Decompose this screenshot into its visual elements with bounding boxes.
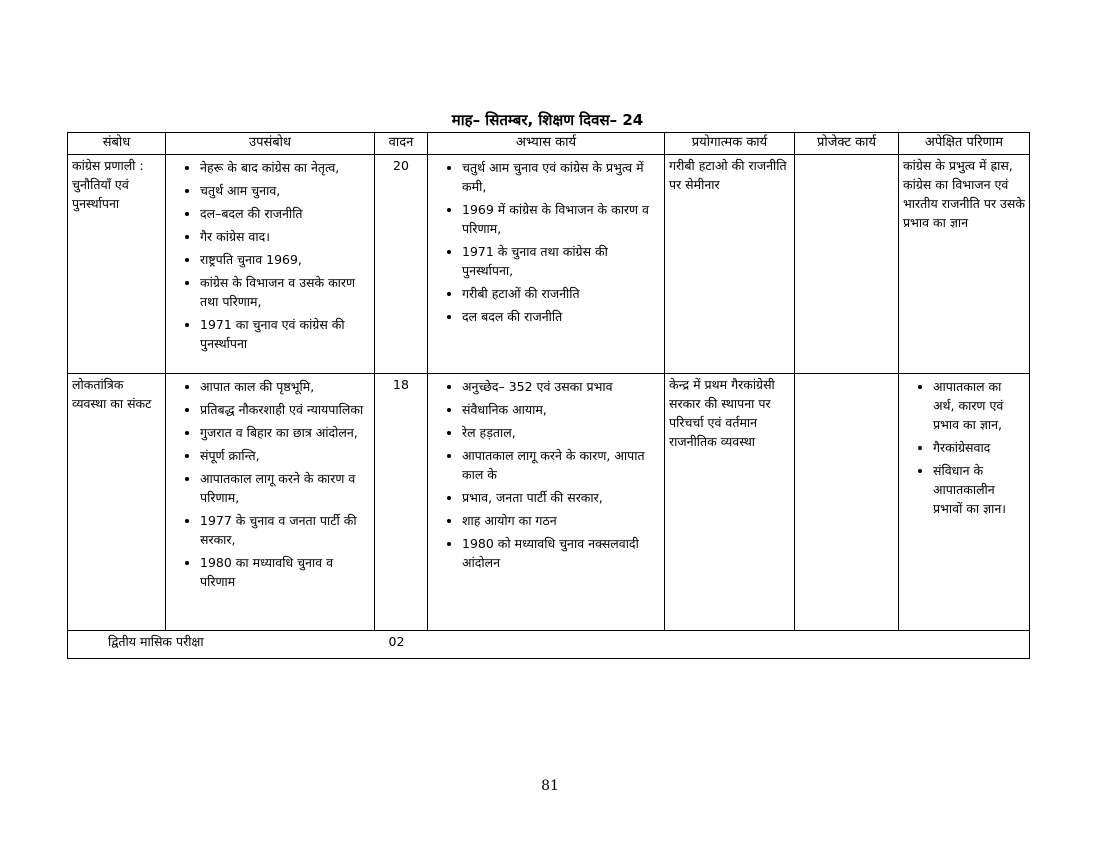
exercises-cell — [428, 155, 665, 374]
subconcept-cell — [166, 155, 375, 374]
list-item: • 1969 में कांग्रेस के विभाजन के कारण व परिणाम, — [462, 200, 660, 238]
list-item: • संपूर्ण क्रान्ति, — [200, 446, 370, 465]
list-item: • गरीबी हटाओं की राजनीति — [462, 284, 660, 303]
exam-periods: 02 — [388, 634, 405, 649]
list-item: • दल बदल की राजनीति — [462, 307, 660, 326]
list-item: • गैरकांग्रेसवाद — [933, 438, 1025, 457]
subconcept-list — [170, 377, 370, 591]
exercises-list — [432, 158, 660, 326]
practical-cell: गरीबी हटाओ की राजनीति पर सेमीनार — [665, 155, 795, 374]
list-item: • गैर कांग्रेस वाद। — [200, 227, 370, 246]
outcome-list — [903, 377, 1025, 518]
list-item: • 1977 के चुनाव व जनता पार्टी की सरकार, — [200, 511, 370, 549]
list-item: • दल–बदल की राजनीति — [200, 204, 370, 223]
list-item: • आपातकाल लागू करने के कारण व परिणाम, — [200, 469, 370, 507]
col-header-concept: संबोध — [68, 133, 166, 155]
exam-periods-cell — [375, 631, 1030, 659]
table-row — [68, 374, 1030, 631]
list-item: • अनुच्छेद– 352 एवं उसका प्रभाव — [462, 377, 660, 396]
list-item: • 1971 का चुनाव एवं कांग्रेस की पुनर्स्थापना — [200, 315, 370, 353]
exercises-cell — [428, 374, 665, 631]
col-header-periods: वादन — [375, 133, 428, 155]
col-header-project: प्रोजेक्ट कार्य — [795, 133, 899, 155]
list-item: • आपात काल की पृष्ठभूमि, — [200, 377, 370, 396]
list-item: • 1980 का मध्यावधि चुनाव व परिणाम — [200, 553, 370, 591]
outcome-cell: कांग्रेस के प्रभुत्व में ह्रास, कांग्रेस का विभाजन एवं भारतीय राजनीति पर उसके प्रभाव का ज्ञान — [899, 155, 1030, 374]
table-row — [68, 155, 1030, 374]
page-number: 81 — [541, 778, 559, 794]
col-header-subconcept: उपसंबोध — [166, 133, 375, 155]
list-item: • आपातकाल का अर्थ, कारण एवं प्रभाव का ज्ञान, — [933, 377, 1025, 434]
list-item: • राष्ट्रपति चुनाव 1969, — [200, 250, 370, 269]
subconcept-list — [170, 158, 370, 353]
exam-cell — [68, 631, 375, 659]
header-row — [68, 133, 1030, 155]
list-item: • चतुर्थ आम चुनाव, — [200, 181, 370, 200]
list-item: • शाह आयोग का गठन — [462, 511, 660, 530]
col-header-exercises: अभ्यास कार्य — [428, 133, 665, 155]
practical-cell: केन्द्र में प्रथम गैरकांग्रेसी सरकार की स्थापना पर परिचर्चा एवं वर्तमान राजनीतिक व्यवस्था — [665, 374, 795, 631]
page-heading: माह– सितम्बर, शिक्षण दिवस– 24 — [451, 111, 644, 129]
list-item: • 1971 के चुनाव तथा कांग्रेस की पुनर्स्थापना, — [462, 242, 660, 280]
project-cell — [795, 155, 899, 374]
list-item: • चतुर्थ आम चुनाव एवं कांग्रेस के प्रभुत्व में कमी, — [462, 158, 660, 196]
list-item: • संवैधानिक आयाम, — [462, 400, 660, 419]
exercises-list — [432, 377, 660, 572]
lesson-plan-table — [67, 132, 1030, 659]
list-item: • नेहरू के बाद कांग्रेस का नेतृत्व, — [200, 158, 370, 177]
list-item: • प्रतिबद्ध नौकरशाही एवं न्यायपालिका — [200, 400, 370, 419]
subconcept-cell — [166, 374, 375, 631]
exam-label: द्वितीय मासिक परीक्षा — [108, 634, 204, 649]
list-item: • प्रभाव, जनता पार्टी की सरकार, — [462, 488, 660, 507]
concept-cell: लोकतांत्रिक व्यवस्था का संकट — [68, 374, 166, 631]
outcome-cell — [899, 374, 1030, 631]
exam-row — [68, 631, 1030, 659]
list-item: • संविधान के आपातकालीन प्रभावों का ज्ञान। — [933, 461, 1025, 518]
periods-cell: 20 — [375, 155, 428, 374]
periods-cell: 18 — [375, 374, 428, 631]
list-item: • कांग्रेस के विभाजन व उसके कारण तथा परिणाम, — [200, 273, 370, 311]
col-header-outcome: अपेक्षित परिणाम — [899, 133, 1030, 155]
list-item: • गुजरात व बिहार का छात्र आंदोलन, — [200, 423, 370, 442]
project-cell — [795, 374, 899, 631]
list-item: • रेल हड़ताल, — [462, 423, 660, 442]
list-item: • आपातकाल लागू करने के कारण, आपात काल के — [462, 446, 660, 484]
concept-cell: कांग्रेस प्रणाली : चुनौतियाँ एवं पुनर्स्थापना — [68, 155, 166, 374]
col-header-practical: प्रयोगात्मक कार्य — [665, 133, 795, 155]
list-item: • 1980 को मध्यावधि चुनाव नक्सलवादी आंदोलन — [462, 534, 660, 572]
